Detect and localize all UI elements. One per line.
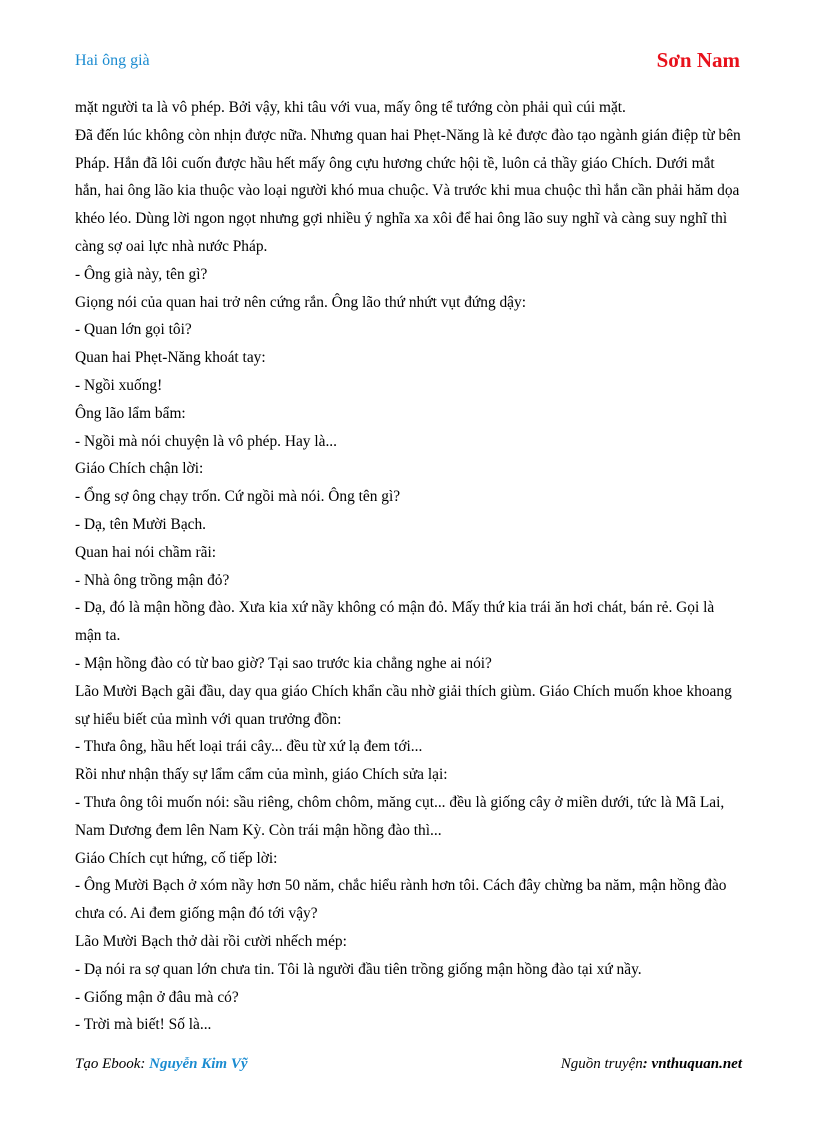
paragraph: - Ông Mười Bạch ở xóm nầy hơn 50 năm, chắc hiểu rành hơn tôi. Cách đây chừng ba năm, mận hồng đào chưa có. Ai đem giống mận đó tới vậy?	[75, 877, 727, 923]
paragraph: - Nhà ông trồng mận đỏ?	[75, 571, 230, 589]
footer-ebook-credit	[75, 1056, 248, 1073]
paragraph: - Dạ nói ra sợ quan lớn chưa tin. Tôi là người đầu tiên trồng giống mận hồng đào tại xứ nầy.	[75, 960, 642, 978]
paragraph: Giọng nói của quan hai trở nên cứng rắn. Ông lão thứ nhứt vụt đứng dậy:	[75, 293, 526, 311]
footer-ebook-creator: Nguyễn Kim Vỹ	[149, 1056, 248, 1072]
paragraph: Đã đến lúc không còn nhịn được nữa. Nhưng quan hai Phẹt-Năng là kẻ được đào tạo ngành gián điệp từ bên Pháp. Hắn đã lôi cuốn được hầu hết mấy ông cựu hương chức hội tề, luôn cả thầy giáo Chích. Dưới mắt hắn, hai ông lão kia thuộc vào loại người khó mua chuộc. Và trước khi mua chuộc thì hắn cần phải hăm dọa khéo léo. Dùng lời ngon ngọt nhưng gợi nhiều ý nghĩa xa xôi để hai ông lão suy nghĩ và càng suy nghĩ thì càng sợ oai lực nhà nước Pháp.	[75, 126, 741, 255]
paragraph: Rồi như nhận thấy sự lẩm cẩm của mình, giáo Chích sửa lại:	[75, 766, 448, 784]
paragraph: Quan hai nói chầm rãi:	[75, 543, 217, 561]
paragraph: - Dạ, tên Mười Bạch.	[75, 515, 207, 533]
paragraph: Lão Mười Bạch gãi đầu, day qua giáo Chích khẩn cầu nhờ giải thích giùm. Giáo Chích muốn khoe khoang sự hiểu biết của mình với quan trưởng đồn:	[75, 682, 732, 728]
paragraph: - Thưa ông, hầu hết loại trái cây... đều từ xứ lạ đem tới...	[75, 738, 423, 756]
paragraph: - Dạ, đó là mận hồng đào. Xưa kia xứ nầy không có mận đỏ. Mấy thứ kia trái ăn hơi chát, bán rẻ. Gọi là mận ta.	[75, 599, 715, 645]
paragraph: - Thưa ông tôi muốn nói: sầu riêng, chôm chôm, măng cụt... đều là giống cây ở miền dưới, tức là Mã Lai, Nam Dương đem lên Nam Kỳ. Còn trái mận hồng đào thì...	[75, 793, 725, 839]
book-title: Hai ông già	[75, 52, 150, 69]
footer-ebook-sep: :	[140, 1056, 150, 1072]
paragraph: Giáo Chích cụt hứng, cố tiếp lời:	[75, 849, 278, 867]
paragraph: Quan hai Phẹt-Năng khoát tay:	[75, 349, 266, 367]
paragraph: - Trời mà biết! Số là...	[75, 1016, 212, 1034]
paragraph: - Ngồi mà nói chuyện là vô phép. Hay là...	[75, 432, 338, 450]
footer-source-sep: :	[642, 1056, 652, 1072]
paragraph: mặt người ta là vô phép. Bởi vậy, khi tâu với vua, mấy ông tể tướng còn phải quì cúi mặt.	[75, 99, 626, 116]
footer-ebook-label: Tạo Ebook	[75, 1056, 141, 1072]
paragraph: - Ngồi xuống!	[75, 376, 163, 394]
paragraph: - Mận hồng đào có từ bao giờ? Tại sao trước kia chẳng nghe ai nói?	[75, 654, 492, 672]
footer-source-label: Nguồn truyện	[560, 1056, 643, 1072]
footer-source-site: vnthuquan.net	[651, 1056, 742, 1072]
paragraph: Lão Mười Bạch thở dài rồi cười nhếch mép:	[75, 932, 347, 950]
paragraph: - Ông già này, tên gì?	[75, 265, 208, 283]
paragraph: Giáo Chích chận lời:	[75, 460, 204, 478]
author-name: Sơn Nam	[656, 48, 740, 72]
paragraph: - Ổng sợ ông chạy trốn. Cứ ngồi mà nói. Ông tên gì?	[75, 488, 401, 506]
paragraph: Ông lão lẩm bẩm:	[75, 404, 186, 422]
paragraph: - Giống mận ở đâu mà có?	[75, 988, 239, 1006]
footer-source-credit	[561, 1056, 742, 1073]
paragraph: - Quan lớn gọi tôi?	[75, 321, 192, 339]
story-body	[75, 94, 743, 1039]
